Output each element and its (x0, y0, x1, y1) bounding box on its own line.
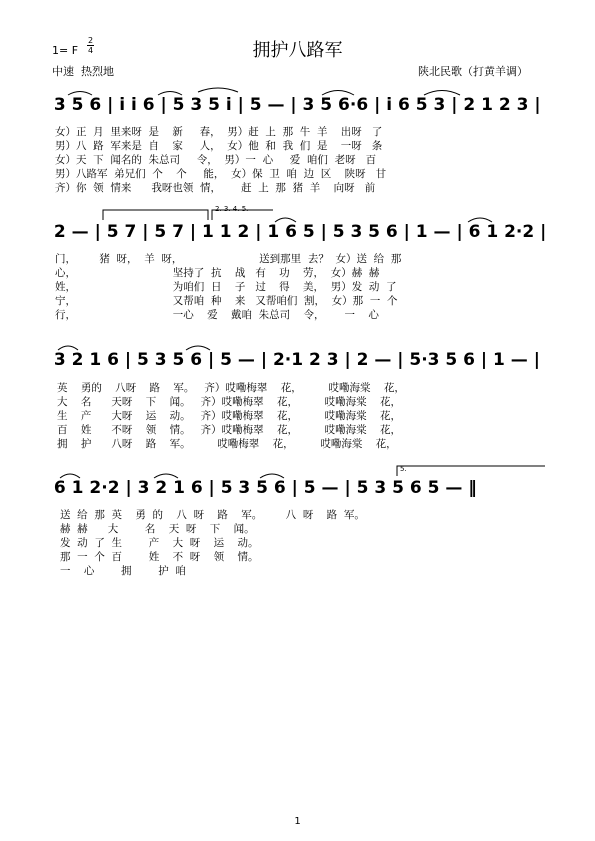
notation-line-3: 3 2 1 6 | 5 3 5 6 | 5 — | 2·1 2 3 | 2 — | 5·3 5 6 | 1 — | (48, 350, 540, 370)
tie-mark (275, 218, 296, 222)
lyric-line-3-1: 英 勇的 八呀 路 军。 齐）哎嘞梅翠 花， 哎嘞海棠 花， (57, 382, 405, 394)
notation-line-4: 6 1 2·2 | 3 2 1 6 | 5 3 5 6 | 5 — | 5 3 5 6 5 — ‖ (48, 478, 477, 498)
tie-mark (198, 88, 238, 92)
lyric-line-2-5: 行， 一心 爱 戴咱 朱总司 令， 一 心 (55, 309, 379, 321)
lyric-line-4-2: 赫 赫 大 名 天 呀 下 闻。 (60, 523, 255, 535)
tie-mark (260, 474, 284, 478)
tie-mark (68, 92, 92, 96)
lyric-line-3-3: 生 产 大呀 运 动。 齐）哎嘞梅翠 花， 哎嘞海棠 花， (57, 410, 401, 422)
tie-mark (322, 91, 354, 96)
song-title: 拥护八路军 (252, 40, 343, 61)
tie-mark (154, 474, 178, 478)
song-source: 陕北民歌（打黄羊调） (418, 65, 528, 78)
repeat-bracket (103, 210, 208, 220)
tie-mark (58, 346, 78, 350)
volta-label-2: 5. (400, 465, 407, 473)
lyric-line-4-3: 发 动 了 生 产 大 呀 运 动。 (60, 537, 259, 549)
lyric-line-3-4: 百 姓 不呀 领 情。 齐）哎嘞梅翠 花， 哎嘞海棠 花， (57, 424, 401, 436)
tie-mark (158, 92, 182, 96)
lyric-line-3-2: 大 名 天呀 下 闻。 齐）哎嘞梅翠 花， 哎嘞海棠 花， (57, 396, 401, 408)
tie-mark (424, 91, 460, 96)
lyric-line-1-1: 女）正 月 里来呀 是 新 春， 男）赶 上 那 牛 羊 出呀 了 (55, 126, 383, 138)
lyric-line-1-5: 齐）你 领 情来 我呀也领 情， 赶 上 那 猪 羊 向呀 前 (55, 182, 376, 194)
lyric-line-4-5: 一 心 拥 护 咱 (60, 565, 186, 577)
tie-mark (186, 346, 210, 350)
volta-label-1: 2. 3. 4. 5. (215, 205, 249, 213)
volta-bracket-1 (212, 210, 273, 220)
notation-line-1: 3 5 6 | i i 6 | 5 3 5 i | 5 — | 3 5 6·6 | i 6 5 3 | 2 1 2 3 | (48, 95, 541, 115)
lyric-line-1-4: 男）八路军 弟兄们 个 个 能， 女）保 卫 咱 边 区 陕呀 甘 (55, 168, 387, 180)
lyric-line-2-3: 姓， 为咱们 日 子 过 得 美， 男）发 动 了 (55, 281, 397, 293)
lyric-line-1-3: 女）天 下 闻名的 朱总司 令， 男）一 心 爱 咱们 老呀 百 (55, 154, 377, 166)
notation-line-2: 2 — | 5 7 | 5 7 | 1 1 2 | 1 6 5 | 5 3 5 6 | 1 — | 6 1 2·2 | (48, 222, 547, 242)
time-signature-bottom: 4 (87, 46, 94, 55)
volta-bracket-2 (397, 466, 545, 476)
lyric-line-1-2: 男）八 路 军来是 自 家 人， 女）他 和 我 们 是 一呀 条 (55, 140, 383, 152)
time-signature-top: 2 (87, 36, 94, 45)
tempo-marking: 中速 热烈地 (52, 65, 114, 78)
lyric-line-2-4: 宁， 又帮咱 种 来 又帮咱们 割， 女）那 一 个 (55, 295, 398, 307)
tie-mark (60, 474, 80, 478)
lyric-line-4-4: 那 一 个 百 姓 不 呀 领 情。 (60, 551, 259, 563)
key-signature: 1= F (52, 44, 79, 57)
lyric-line-2-1: 门， 猪 呀， 羊 呀， 送到那里 去？ 女）送 给 那 (55, 253, 402, 265)
lyric-line-3-5: 拥 护 八呀 路 军。 哎嘞梅翠 花， 哎嘞海棠 花， (57, 438, 397, 450)
lyric-line-4-1: 送 给 那 英 勇 的 八 呀 路 军。 八 呀 路 军。 (60, 509, 365, 521)
lyric-line-2-2: 心， 坚持了 抗 战 有 功 劳， 女）赫 赫 (55, 267, 380, 279)
tie-mark (468, 218, 492, 222)
page-number: 1 (294, 816, 301, 827)
